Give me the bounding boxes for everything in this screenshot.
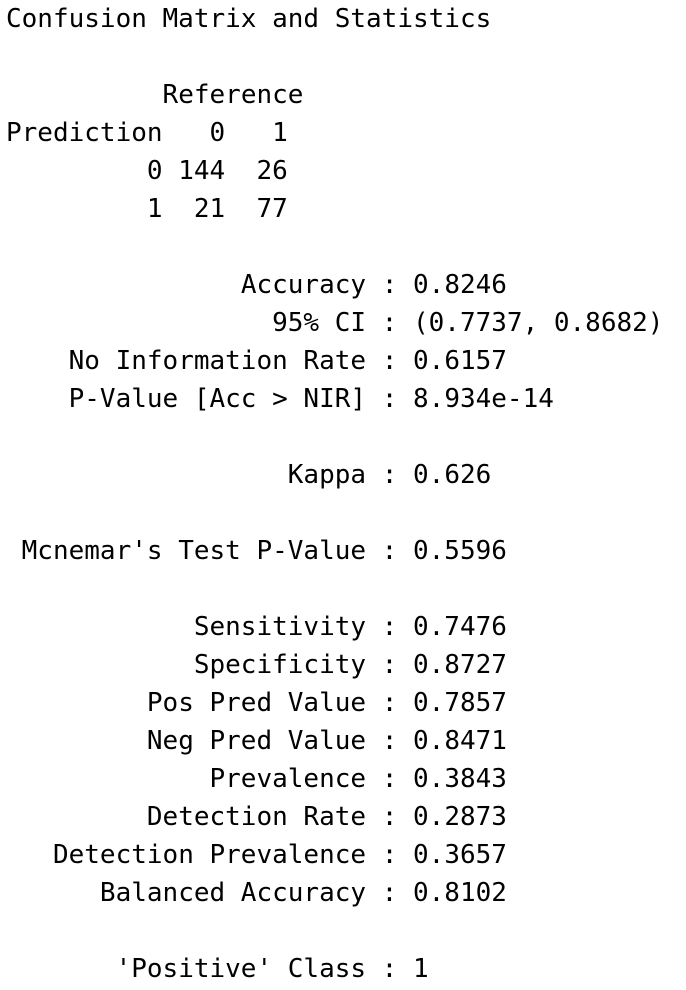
- stat-row-ppv: Pos Pred Value : 0.7857: [146, 688, 507, 718]
- stat-value: 0.5596: [413, 536, 507, 566]
- matrix-cell: 77: [256, 194, 288, 224]
- stat-value: 0.7857: [413, 688, 507, 718]
- stat-value: 0.2873: [413, 802, 507, 832]
- stat-label: Accuracy: [240, 270, 367, 300]
- matrix-col-label: 1: [272, 118, 288, 148]
- stat-label: Mcnemar's Test P-Value: [21, 536, 367, 566]
- stat-label: Detection Prevalence: [52, 840, 367, 870]
- stat-row-balanced-accuracy: Balanced Accuracy : 0.8102: [99, 878, 507, 908]
- stat-row-detection-rate: Detection Rate : 0.2873: [146, 802, 507, 832]
- matrix-column-header-row: [6, 114, 686, 152]
- stat-row-ci: 95% CI : (0.7737, 0.8682): [272, 308, 664, 338]
- stat-label: P-Value [Acc > NIR]: [68, 384, 367, 414]
- stat-label: Sensitivity: [193, 612, 367, 642]
- stat-label: Neg Pred Value: [146, 726, 367, 756]
- stat-value: 0.8246: [413, 270, 507, 300]
- stat-label: 'Positive' Class: [115, 954, 367, 984]
- stat-row-specificity: Specificity : 0.8727: [193, 650, 507, 680]
- stat-label: Prevalence: [209, 764, 367, 794]
- stat-label: Detection Rate: [146, 802, 367, 832]
- stat-row-prevalence: Prevalence : 0.3843: [209, 764, 507, 794]
- matrix-cell: 26: [256, 156, 288, 186]
- stat-value: 8.934e-14: [413, 384, 554, 414]
- stat-value: 0.3843: [413, 764, 507, 794]
- stat-value: (0.7737, 0.8682): [413, 308, 664, 338]
- matrix-row-label: 1: [146, 194, 163, 224]
- prediction-label: Prediction: [6, 118, 163, 148]
- stat-label: Kappa: [287, 460, 367, 490]
- stat-value: 0.6157: [413, 346, 507, 376]
- stat-row-detection-prevalence: Detection Prevalence : 0.3657: [52, 840, 507, 870]
- stat-value: 0.3657: [413, 840, 507, 870]
- stat-value: 0.626: [413, 460, 492, 490]
- stat-value: 0.7476: [413, 612, 507, 642]
- stat-label: Pos Pred Value: [146, 688, 367, 718]
- stat-row-npv: Neg Pred Value : 0.8471: [146, 726, 507, 756]
- matrix-reference-header: [6, 76, 686, 114]
- stat-value: 0.8102: [413, 878, 507, 908]
- stat-value: 0.8471: [413, 726, 507, 756]
- stat-row-pvalue: P-Value [Acc > NIR] : 8.934e-14: [68, 384, 554, 414]
- matrix-col-label: 0: [209, 118, 226, 148]
- stat-row-accuracy: Accuracy : 0.8246: [240, 270, 507, 300]
- stat-label: No Information Rate: [68, 346, 367, 376]
- stat-label: Specificity: [193, 650, 367, 680]
- stat-row-mcnemar: Mcnemar's Test P-Value : 0.5596: [21, 536, 507, 566]
- stat-row-nir: No Information Rate : 0.6157: [68, 346, 507, 376]
- stat-value: 0.8727: [413, 650, 507, 680]
- stat-row-positive-class: 'Positive' Class : 1: [115, 954, 429, 984]
- matrix-row: [6, 190, 686, 228]
- matrix-cell: 21: [193, 194, 226, 224]
- matrix-row: [6, 152, 686, 190]
- stat-label: Balanced Accuracy: [99, 878, 367, 908]
- matrix-cell: 144: [178, 156, 226, 186]
- matrix-row-label: 0: [146, 156, 163, 186]
- stat-value: 1: [413, 954, 429, 984]
- stat-row-kappa: Kappa : 0.626: [287, 460, 492, 490]
- stat-label: 95% CI: [272, 308, 367, 338]
- reference-label: Reference: [162, 80, 304, 110]
- output-title: Confusion Matrix and Statistics: [6, 4, 492, 34]
- stat-row-sensitivity: Sensitivity : 0.7476: [193, 612, 507, 642]
